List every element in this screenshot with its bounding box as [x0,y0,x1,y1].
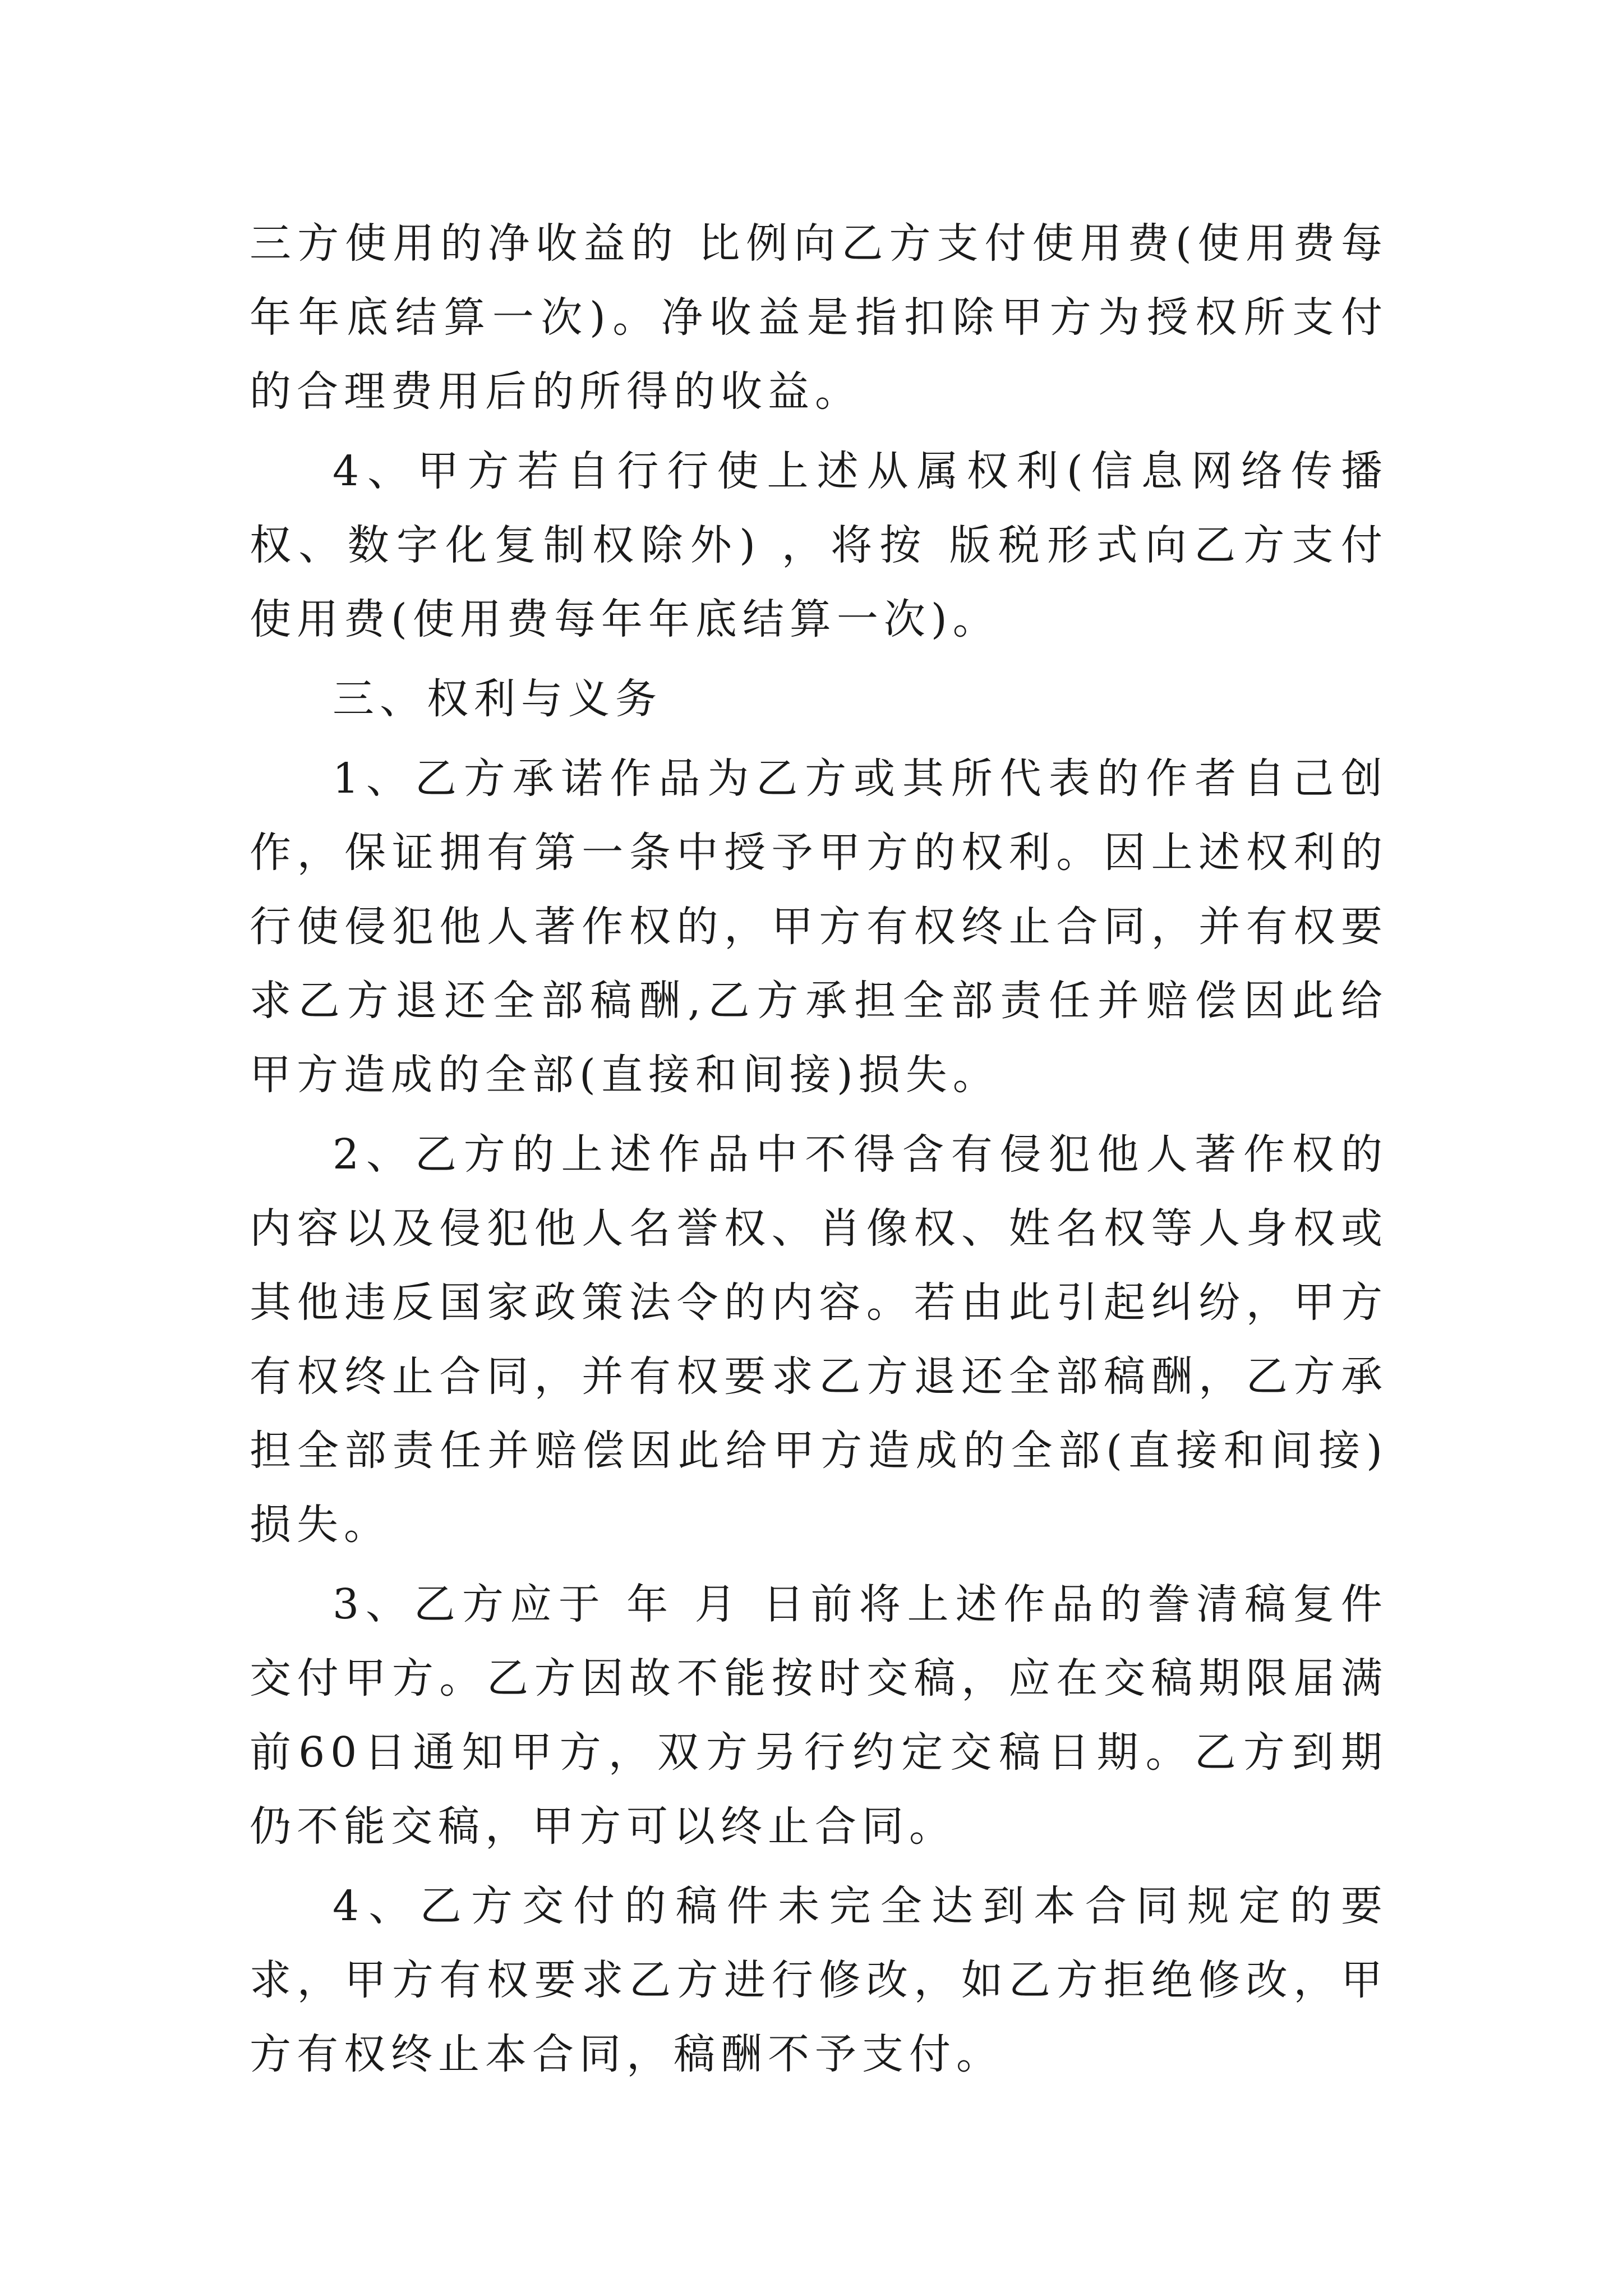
paragraph-clause-3-2: 2、乙方的上述作品中不得含有侵犯他人著作权的内容以及侵犯他人名誉权、肖像权、姓名权等人身权或其他违反国家政策法令的内容。若由此引起纠纷，甲方有权终止合同，并有权要求乙方退还全部稿酬，乙方承担全部责任并赔偿因此给甲方造成的全部(直接和间接)损失。 [250,1130,1388,1549]
section-heading-rights-obligations: 三、权利与义务 [333,675,662,723]
paragraph-clause-2-4: 4、甲方若自行行使上述从属权利(信息网络传播权、数字化复制权除外) ，将按 版税形式向乙方支付使用费(使用费每年年底结算一次)。 [250,447,1388,643]
document-body [250,206,1388,2091]
paragraph-net-income-continuation: 三方使用的净收益的 比例向乙方支付使用费(使用费每年年底结算一次)。净收益是指扣除甲方为授权所支付的合理费用后的所得的收益。 [250,219,1388,416]
paragraph-clause-3-4: 4、乙方交付的稿件未完全达到本合同规定的要求，甲方有权要求乙方进行修改，如乙方拒绝修改，甲方有权终止本合同，稿酬不予支付。 [250,1882,1388,2078]
paragraph-clause-3-3: 3、乙方应于 年 月 日前将上述作品的誊清稿复件交付甲方。乙方因故不能按时交稿，应在交稿期限届满前60日通知甲方，双方另行约定交稿日期。乙方到期仍不能交稿，甲方可以终止合同。 [250,1580,1388,1851]
paragraph-clause-3-1: 1、乙方承诺作品为乙方或其所代表的作者自己创作，保证拥有第一条中授予甲方的权利。因上述权利的行使侵犯他人著作权的，甲方有权终止合同，并有权要求乙方退还全部稿酬,乙方承担全部责任并赔偿因此给甲方造成的全部(直接和间接)损失。 [250,754,1388,1099]
